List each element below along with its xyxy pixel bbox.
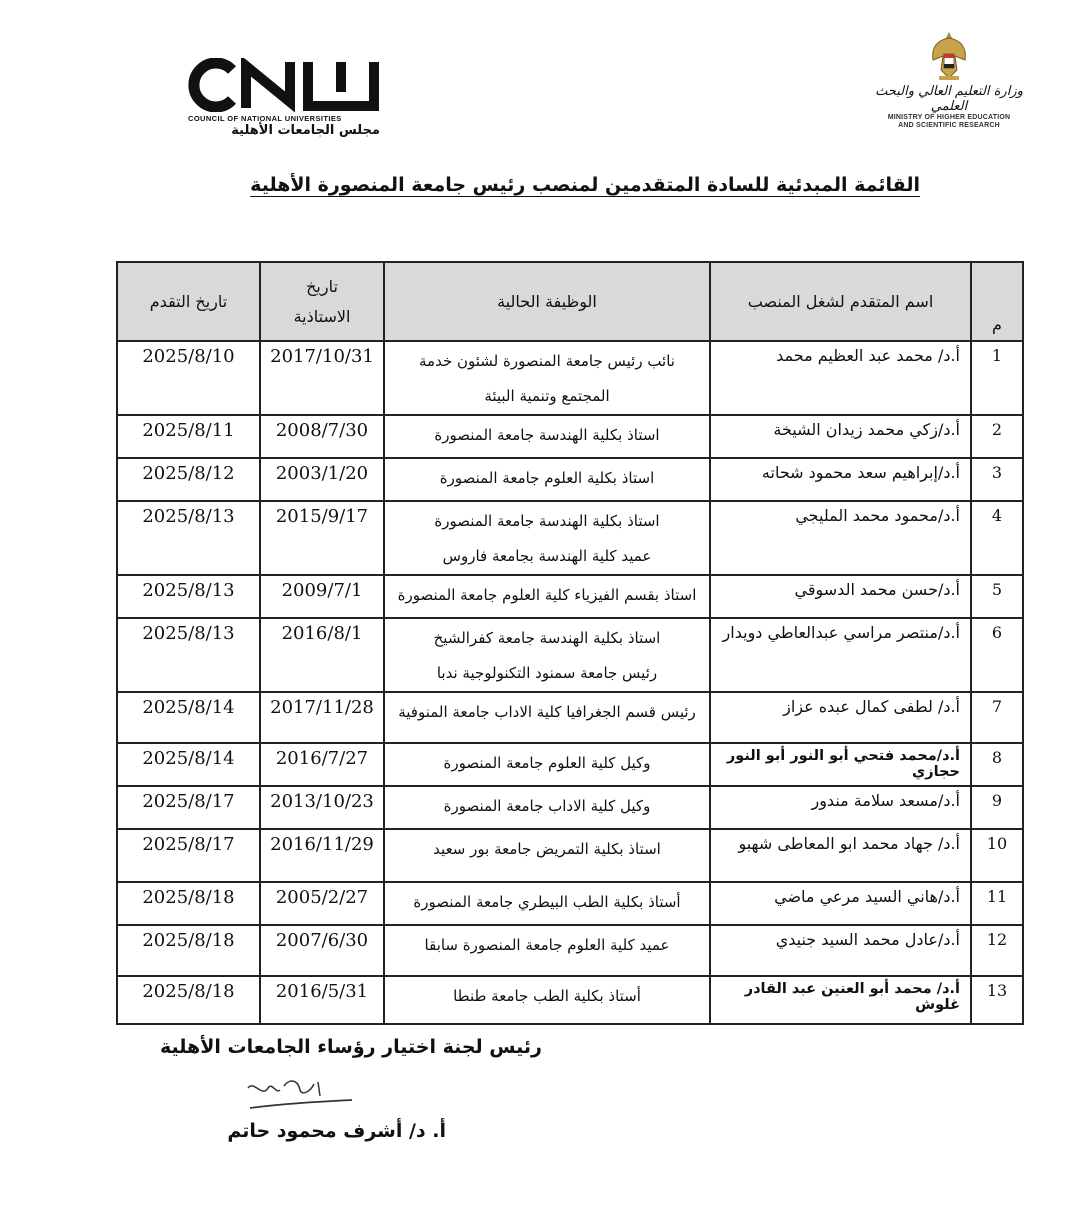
- row-num: 12: [971, 925, 1023, 976]
- applicant-name: أ.د/مسعد سلامة مندور: [710, 786, 971, 829]
- tenure-date: 2016/5/31: [260, 976, 384, 1024]
- current-job-line: رئيس قسم الجغرافيا كلية الاداب جامعة المنوفية: [398, 703, 696, 721]
- cnu-subtitle-ar: مجلس الجامعات الأهلية: [231, 123, 380, 138]
- current-job-line: استاذ بكلية العلوم جامعة المنصورة: [439, 469, 655, 487]
- applicant-name: أ.د/هاني السيد مرعي ماضي: [710, 882, 971, 925]
- tenure-date: 2016/11/29: [260, 829, 384, 882]
- tenure-date: 2017/10/31: [260, 341, 384, 415]
- table-row: [117, 501, 1023, 575]
- header-apply-date: تاريخ التقدم: [117, 262, 260, 341]
- current-job-line: استاذ بكلية التمريض جامعة بور سعيد: [433, 840, 661, 858]
- signatory-name: أ. د/ أشرف محمود حاتم: [227, 1120, 446, 1142]
- ministry-logo: [866, 30, 1032, 130]
- applicant-name: أ.د/ محمد أبو العنين عبد القادر غلوش: [710, 976, 971, 1024]
- current-job: [384, 925, 710, 976]
- apply-date: 2025/8/13: [117, 618, 260, 692]
- table-row: [117, 743, 1023, 786]
- current-job: [384, 458, 710, 501]
- apply-date: 2025/8/12: [117, 458, 260, 501]
- apply-date: 2025/8/14: [117, 743, 260, 786]
- table-row: [117, 976, 1023, 1024]
- eagle-emblem-icon: [929, 30, 969, 82]
- row-num: 3: [971, 458, 1023, 501]
- current-job: [384, 882, 710, 925]
- current-job-line: وكيل كلية الاداب جامعة المنصورة: [443, 797, 651, 815]
- row-num: 4: [971, 501, 1023, 575]
- tenure-date: 2005/2/27: [260, 882, 384, 925]
- table-row: [117, 829, 1023, 882]
- ministry-name-en-2: AND SCIENTIFIC RESEARCH: [898, 122, 1000, 129]
- applicant-name: أ.د/ جهاد محمد ابو المعاطى شهبو: [710, 829, 971, 882]
- ministry-name-ar: وزارة التعليم العالي والبحث العلمي: [875, 84, 1023, 114]
- current-job-line: رئيس جامعة سمنود التكنولوجية ندبا: [436, 664, 658, 682]
- current-job-line: استاذ بكلية الهندسة جامعة المنصورة: [434, 512, 660, 530]
- apply-date: 2025/8/11: [117, 415, 260, 458]
- signature: [240, 1068, 360, 1120]
- table-row: [117, 618, 1023, 692]
- current-job-line: أستاذ بكلية الطب البيطري جامعة المنصورة: [413, 893, 681, 911]
- apply-date: 2025/8/18: [117, 882, 260, 925]
- row-num: 8: [971, 743, 1023, 786]
- applicant-name: أ.د/ محمد عبد العظيم محمد: [710, 341, 971, 415]
- tenure-date: 2008/7/30: [260, 415, 384, 458]
- applicant-name: أ.د/حسن محمد الدسوقي: [710, 575, 971, 618]
- apply-date: 2025/8/13: [117, 575, 260, 618]
- tenure-date: 2007/6/30: [260, 925, 384, 976]
- current-job-line: المجتمع وتنمية البيئة: [484, 387, 610, 405]
- applicant-name: أ.د/منتصر مراسي عبدالعاطي دويدار: [710, 618, 971, 692]
- row-num: 7: [971, 692, 1023, 743]
- table-header-row: [117, 262, 1023, 341]
- current-job: [384, 501, 710, 575]
- row-num: 5: [971, 575, 1023, 618]
- current-job: [384, 743, 710, 786]
- header-name: اسم المتقدم لشغل المنصب: [710, 262, 971, 341]
- current-job: [384, 415, 710, 458]
- applicant-name: أ.د/عادل محمد السيد جنيدي: [710, 925, 971, 976]
- cnu-subtitle-en: COUNCIL OF NATIONAL UNIVERSITIES: [188, 114, 342, 123]
- apply-date: 2025/8/14: [117, 692, 260, 743]
- applicant-name: أ.د/إبراهيم سعد محمود شحاته: [710, 458, 971, 501]
- current-job: [384, 829, 710, 882]
- current-job: [384, 341, 710, 415]
- current-job-line: عميد كلية العلوم جامعة المنصورة سابقا: [424, 936, 670, 954]
- applicant-name: أ.د/محمد فتحي أبو النور أبو النور حجازي: [710, 743, 971, 786]
- current-job-line: وكيل كلية العلوم جامعة المنصورة: [443, 754, 651, 772]
- tenure-date: 2016/8/1: [260, 618, 384, 692]
- cnu-logo: [188, 58, 384, 138]
- current-job-line: استاذ بكلية الهندسة جامعة كفرالشيخ: [433, 629, 661, 647]
- table-row: [117, 882, 1023, 925]
- apply-date: 2025/8/17: [117, 829, 260, 882]
- applicant-name: أ.د/زكي محمد زيدان الشيخة: [710, 415, 971, 458]
- applicants-table: [116, 261, 1024, 1025]
- tenure-date: 2017/11/28: [260, 692, 384, 743]
- current-job: [384, 575, 710, 618]
- row-num: 2: [971, 415, 1023, 458]
- tenure-date: 2013/10/23: [260, 786, 384, 829]
- tenure-date: 2015/9/17: [260, 501, 384, 575]
- row-num: 1: [971, 341, 1023, 415]
- current-job-line: عميد كلية الهندسة بجامعة فاروس: [442, 547, 652, 565]
- committee-chair-title: رئيس لجنة اختيار رؤساء الجامعات الأهلية: [160, 1036, 542, 1058]
- ministry-name-en-1: MINISTRY OF HIGHER EDUCATION: [887, 114, 1011, 121]
- current-job-line: استاذ بقسم الفيزياء كلية العلوم جامعة المنصورة: [397, 586, 697, 604]
- applicant-name: أ.د/ لطفى كمال عبده عزاز: [710, 692, 971, 743]
- table-row: [117, 786, 1023, 829]
- handwritten-signature-icon: [240, 1068, 360, 1116]
- cnu-logo-mark: [188, 58, 380, 112]
- row-num: 13: [971, 976, 1023, 1024]
- current-job: [384, 692, 710, 743]
- table-row: [117, 415, 1023, 458]
- current-job-line: استاذ بكلية الهندسة جامعة المنصورة: [434, 426, 660, 444]
- tenure-date: 2003/1/20: [260, 458, 384, 501]
- header-tenure-date: تاريخ الاستاذية: [260, 262, 384, 341]
- apply-date: 2025/8/17: [117, 786, 260, 829]
- row-num: 6: [971, 618, 1023, 692]
- current-job-line: أستاذ بكلية الطب جامعة طنطا: [453, 987, 641, 1005]
- table-row: [117, 575, 1023, 618]
- apply-date: 2025/8/18: [117, 925, 260, 976]
- row-num: 10: [971, 829, 1023, 882]
- row-num: 11: [971, 882, 1023, 925]
- apply-date: 2025/8/18: [117, 976, 260, 1024]
- header-num: م: [971, 262, 1023, 341]
- applicant-name: أ.د/محمود محمد المليجي: [710, 501, 971, 575]
- table-row: [117, 458, 1023, 501]
- tenure-date: 2016/7/27: [260, 743, 384, 786]
- table-row: [117, 341, 1023, 415]
- header-job: الوظيفة الحالية: [384, 262, 710, 341]
- current-job: [384, 618, 710, 692]
- current-job: [384, 786, 710, 829]
- table-row: [117, 925, 1023, 976]
- apply-date: 2025/8/13: [117, 501, 260, 575]
- current-job-line: نائب رئيس جامعة المنصورة لشئون خدمة: [419, 352, 675, 370]
- page-title: القائمة المبدئية للسادة المتقدمين لمنصب رئيس جامعة المنصورة الأهلية: [250, 174, 920, 196]
- table-row: [117, 692, 1023, 743]
- apply-date: 2025/8/10: [117, 341, 260, 415]
- row-num: 9: [971, 786, 1023, 829]
- tenure-date: 2009/7/1: [260, 575, 384, 618]
- current-job: [384, 976, 710, 1024]
